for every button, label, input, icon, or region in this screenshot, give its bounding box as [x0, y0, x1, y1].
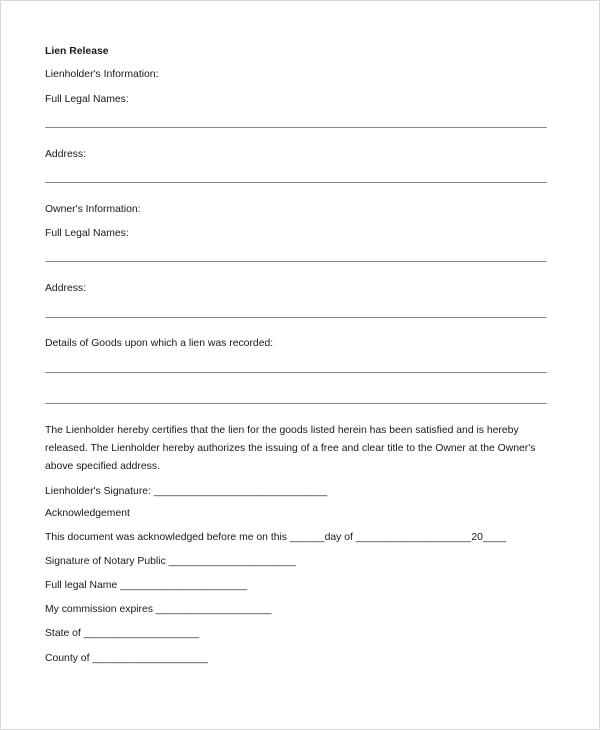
goods-details-line-2[interactable] — [45, 403, 547, 404]
certification-line-1: The Lienholder hereby certifies that the lien for the goods listed herein has been satisfied and is hereby — [45, 425, 519, 436]
owner-names-line[interactable] — [45, 261, 547, 262]
commission-expires-field[interactable]: My commission expires ____________________ — [45, 604, 272, 615]
notary-signature-field[interactable]: Signature of Notary Public ______________________ — [45, 556, 296, 567]
owner-full-legal-names-label: Full Legal Names: — [45, 228, 129, 239]
owner-address-label: Address: — [45, 283, 87, 294]
certification-paragraph — [45, 422, 551, 476]
owner-address-line[interactable] — [45, 317, 547, 318]
county-field[interactable]: County of ____________________ — [45, 653, 208, 664]
lienholder-address-label: Address: — [45, 149, 87, 160]
goods-details-label: Details of Goods upon which a lien was recorded: — [45, 338, 274, 349]
state-field[interactable]: State of ____________________ — [45, 628, 200, 639]
document-title: Lien Release — [45, 46, 109, 57]
acknowledgement-date-field[interactable]: This document was acknowledged before me on this ______day of ____________________20____ — [45, 532, 507, 543]
lienholder-info-heading: Lienholder's Information: — [45, 69, 159, 80]
lienholder-full-legal-names-label: Full Legal Names: — [45, 94, 129, 105]
goods-details-line-1[interactable] — [45, 372, 547, 373]
certification-line-2: released. The Lienholder hereby authorizes the issuing of a free and clear title to the Owner at the Owner's — [45, 443, 536, 454]
lienholder-names-line[interactable] — [45, 127, 547, 128]
certification-line-3: above specified address. — [45, 461, 160, 472]
owner-info-heading: Owner's Information: — [45, 204, 141, 215]
lienholder-signature-field[interactable]: Lienholder's Signature: ______________________________ — [45, 486, 328, 497]
acknowledgement-heading: Acknowledgement — [45, 508, 130, 519]
full-legal-name-field[interactable]: Full legal Name ______________________ — [45, 580, 248, 591]
lienholder-address-line[interactable] — [45, 182, 547, 183]
